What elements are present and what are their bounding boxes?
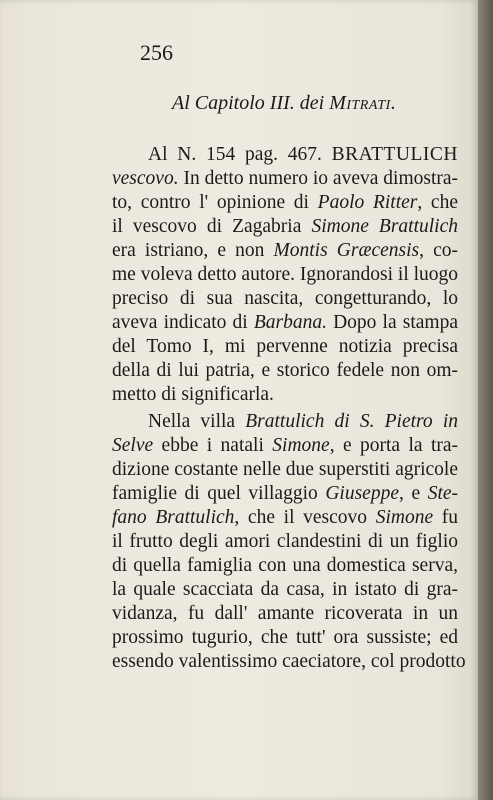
text-line (112, 530, 458, 554)
text-span: , che (417, 192, 458, 213)
text-span: metto di significarla. (112, 384, 274, 405)
text-span: aveva indicato di (112, 312, 254, 333)
text-line (112, 311, 458, 335)
text-span: vidanza, fu dall' amante ricoverata in un (112, 603, 458, 624)
text-line (112, 458, 458, 482)
italic-text: Paolo Ritter (317, 192, 418, 213)
italic-text: Barbana. (253, 312, 327, 333)
text-span: Dopo la stampa (326, 312, 458, 333)
text-line (112, 626, 458, 650)
text-span: il frutto degli amori clandestini di un figlio (112, 531, 458, 552)
text-line (112, 263, 458, 287)
text-span: la quale scacciata da casa, in istato di gra- (112, 579, 458, 600)
italic-text: fano Brattulich (112, 507, 235, 528)
text-line (112, 506, 458, 530)
text-span: Nella villa (148, 411, 246, 432)
text-span: , e porta la tra- (329, 435, 459, 456)
text-span: , co- (419, 240, 459, 261)
text-line (112, 383, 458, 407)
italic-text: Simone Brattulich (311, 216, 458, 237)
text-line (112, 287, 458, 311)
italic-text: Ste- (427, 483, 459, 504)
text-line (148, 143, 458, 167)
text-span: fu (433, 507, 459, 528)
text-span: di quella famiglia con una domestica serva, (112, 555, 458, 576)
text-line (112, 215, 458, 239)
text-line (112, 602, 458, 626)
text-span: , che il vescovo (234, 507, 376, 528)
text-line (112, 167, 458, 191)
text-span: me voleva detto autore. Ignorandosi il luogo (112, 264, 459, 285)
text-span: Al N. 154 pag. 467. (148, 144, 332, 165)
text-span: della di lui patria, e storico fedele non om- (112, 360, 458, 381)
italic-text: Selve (112, 435, 154, 456)
text-line (112, 359, 458, 383)
text-line (112, 650, 466, 674)
heading-text: Al Capitolo III. dei (172, 92, 330, 114)
text-span: In detto numero io aveva dimostra- (178, 168, 459, 189)
text-span: ebbe i natali (153, 435, 273, 456)
text-span: BRATTULICH (331, 144, 458, 165)
page-number: 256 (140, 40, 173, 65)
page-edge (478, 0, 493, 800)
text-span: , e (399, 483, 428, 504)
text-line (148, 410, 458, 434)
italic-text: vescovo. (112, 168, 179, 189)
italic-text: Brattulich di S. Pietro in (245, 411, 459, 432)
heading-smallcaps: Mitrati. (329, 92, 397, 114)
text-span: il vescovo di Zagabria (112, 216, 312, 237)
text-span: era istriano, e non (112, 240, 274, 261)
text-span: prossimo tugurio, che tutt' ora sussiste; ed (112, 627, 458, 648)
text-line (112, 335, 458, 359)
italic-text: Giuseppe (325, 483, 399, 504)
text-line (112, 554, 458, 578)
text-span: essendo valentissimo caeciatore, col prodotto (112, 651, 466, 672)
text-line (112, 239, 458, 263)
section-heading (172, 92, 396, 115)
text-span: del Tomo I, mi pervenne notizia precisa (112, 336, 458, 357)
italic-text: Montis Græcensis (273, 240, 420, 261)
text-span: to, contro l' opinione di (112, 192, 318, 213)
text-line (112, 434, 458, 458)
text-span: famiglie di quel villaggio (112, 483, 326, 504)
text-line (112, 482, 458, 506)
text-span: preciso di sua nascita, congetturando, lo (112, 288, 458, 309)
text-line (112, 578, 458, 602)
text-line (112, 191, 458, 215)
italic-text: Simone (375, 507, 434, 528)
italic-text: Simone (272, 435, 330, 456)
text-span: dizione costante nelle due superstiti agricole (112, 459, 459, 480)
